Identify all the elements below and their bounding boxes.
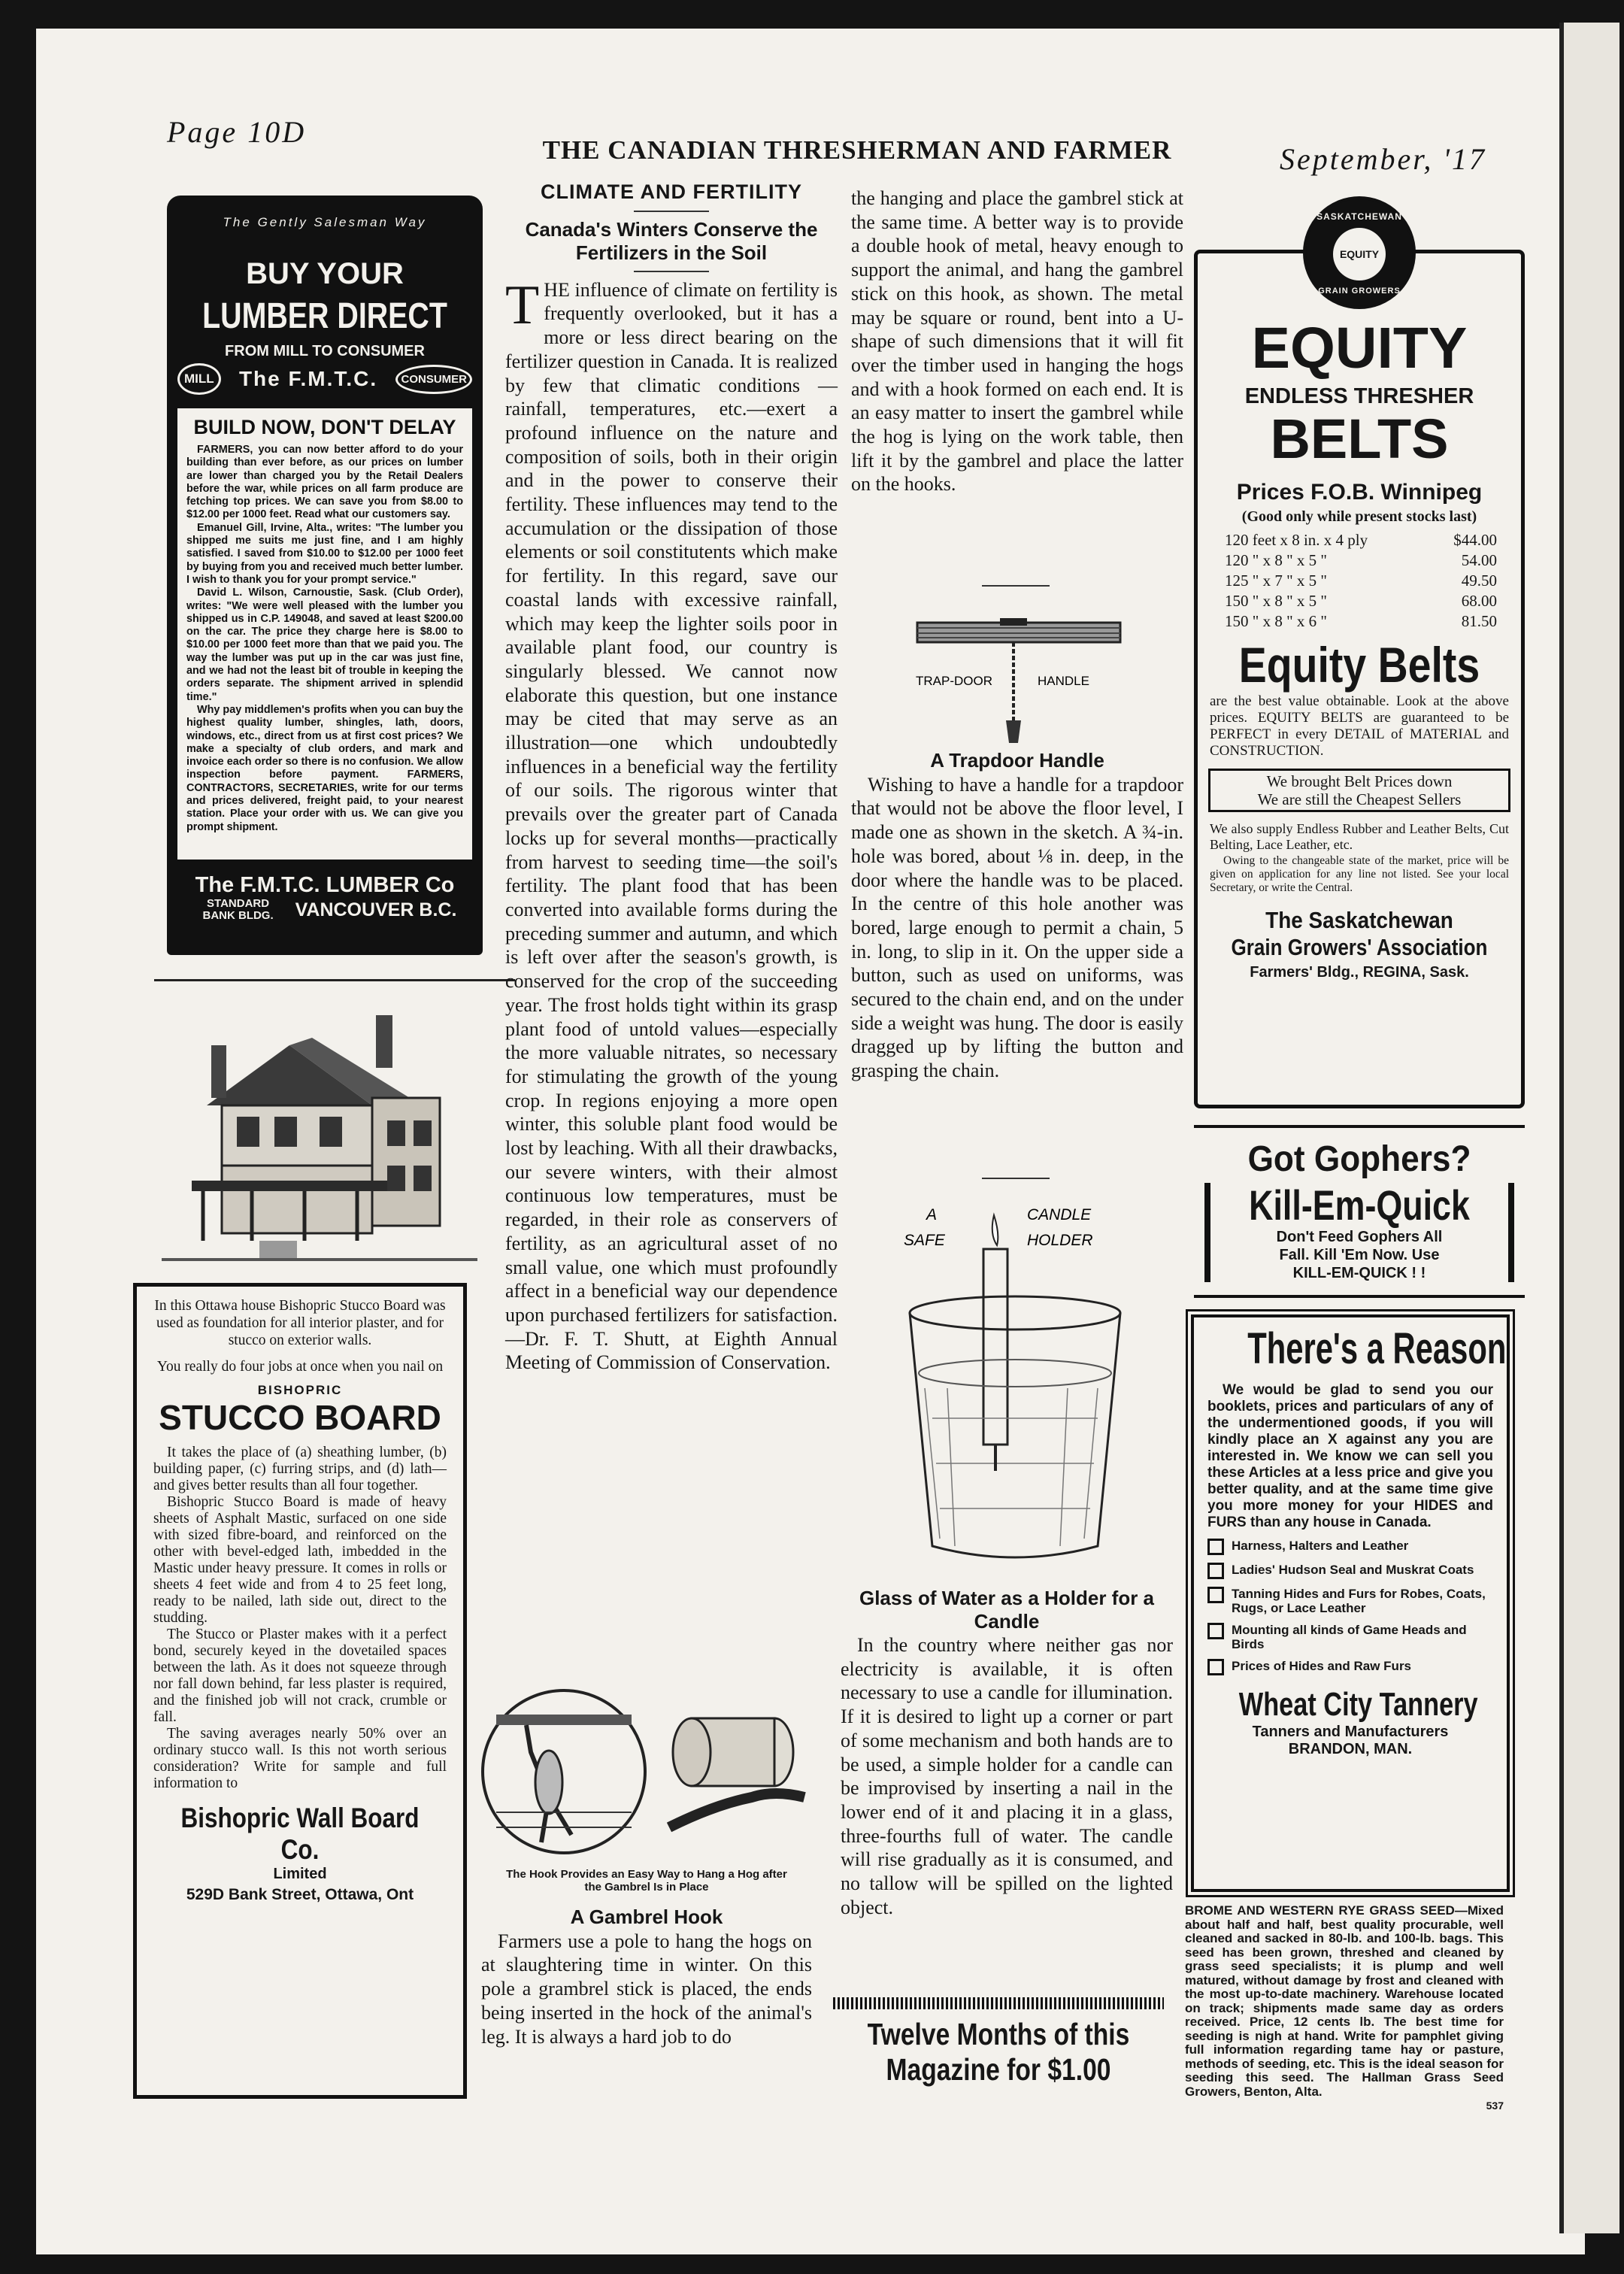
- equity-stock-note: (Good only while present stocks last): [1241, 508, 1477, 525]
- equity-note: Owing to the changeable state of the market, price will be given on application for any line not listed. See your local Secretary, or write the Central.: [1210, 854, 1509, 894]
- checkbox[interactable]: [1207, 1539, 1224, 1555]
- equity-also: We also supply Endless Rubber and Leather Belts, Cut Belting, Lace Leather, etc.: [1210, 821, 1509, 852]
- tannery-item-label: Tanning Hides and Furs for Robes, Coats, Rugs, or Lace Leather: [1232, 1587, 1486, 1615]
- divider: [634, 211, 709, 212]
- candle-label-a: A: [926, 1206, 938, 1223]
- checkbox[interactable]: [1207, 1587, 1224, 1603]
- gambrel-body-2: the hanging and place the gambrel stick at the same time. A better way is to provide a double hook of metal, heavy enough to support the animal, and hang the gambrel stick on this hook, as shown. The metal may be square or round, bent into a U-shape of such dimensions that it will fit over the timber used in hanging the hogs and with a hook formed on each end. It is an easy matter to insert the gambrel while the hog is lying on the work table, then lift it by the gambrel and place the latter on the hooks.: [851, 187, 1183, 496]
- gophers-question: Got Gophers?: [1247, 1139, 1471, 1179]
- table-cell: 81.50: [1461, 612, 1497, 630]
- tannery-body: We would be glad to send you our booklets, prices and particulars of any of the undermentioned goods, if you will kindly place an X against any you are interested in. We know we can sell you these Articles at a less price and give you better quality, and at the same time give you more money for your HIDES and FURS than any house in Canada.: [1207, 1382, 1493, 1530]
- bishopric-intro: In this Ottawa house Bishopric Stucco Board was used as foundation for all interior plaster, and for stucco on exterior walls.: [154, 1298, 446, 1348]
- tannery-item: [1207, 1659, 1493, 1675]
- equity-belts: BELTS: [1270, 408, 1449, 470]
- table-row: [1222, 611, 1500, 632]
- equity-desc: are the best value obtainable. Look at the above prices. EQUITY BELTS are guaranteed to be PERFECT in every DETAIL of MATERIAL and CONSTRUCTION.: [1210, 693, 1509, 759]
- checkbox[interactable]: [1207, 1659, 1224, 1675]
- lumber-direct: LUMBER DIRECT: [202, 296, 447, 336]
- gophers-ad: [1194, 1125, 1525, 1298]
- table-row: [1222, 591, 1500, 611]
- lumber-address: [167, 898, 483, 922]
- equity-callout-line-2: We are still the Cheapest Sellers: [1257, 790, 1462, 808]
- equity-slogan: Equity Belts: [1238, 637, 1480, 693]
- bishopric-ad: [133, 1283, 467, 2099]
- tannery-item-label: Prices of Hides and Raw Furs: [1232, 1659, 1412, 1673]
- equity-title: EQUITY: [1251, 316, 1468, 381]
- subscription-line-1: Twelve Months of this: [867, 2017, 1130, 2051]
- gophers-panel: [1204, 1183, 1514, 1282]
- issue-date: September, '17: [1280, 142, 1486, 176]
- tannery-item: [1207, 1587, 1493, 1615]
- tannery-company: Wheat City Tannery: [1238, 1686, 1478, 1723]
- trapdoor-body: Wishing to have a handle for a trapdoor that would not be above the floor level, I made one as shown in the sketch. A ¾-in. hole was bored, about ⅛ in. deep, in the door where the handle was to be placed. In the centre of this hole another was bored, large enough to permit a chain, 5 in. long, to slip in it. On the upper side a button, such as used on uniforms, was secured to the chain end, and on the under side a weight was hung. The door is easily dragged up by lifting the button and grasping the chain.: [851, 773, 1183, 1082]
- gambrel-section: [481, 1868, 812, 2051]
- gophers-line-1: Don't Feed Gophers All: [1276, 1229, 1443, 1245]
- trapdoor-section: [851, 749, 1183, 1086]
- lumber-headline: BUILD NOW, DON'T DELAY: [193, 416, 456, 438]
- candle-label-candle: CANDLE: [1027, 1206, 1092, 1223]
- trapdoor-label-left: TRAP-DOOR: [916, 674, 992, 688]
- checkbox[interactable]: [1207, 1623, 1224, 1639]
- divider: [982, 585, 1050, 587]
- page-number: Page 10D: [167, 115, 307, 149]
- equity-callout-line-1: We brought Belt Prices down: [1266, 772, 1453, 790]
- tannery-title: There's a Reason: [1247, 1324, 1507, 1373]
- candle-body: In the country where neither gas nor electricity is available, it is often necessary to use a candle for illumination. If it is desired to light up a corner or part of some mechanism and both hands are to be used, a simple holder for a candle can be improvised by inserting a nail in the lower end of it and placing it in a glass, three-fourths full of water. The candle will rise gradually as it is consumed, and no tallow will be spilled on the lighted object.: [841, 1634, 1173, 1918]
- table-cell: 120 " x 8 " x 5 ": [1225, 551, 1327, 569]
- gambrel-caption: The Hook Provides an Easy Way to Hang a Hog after the Gambrel Is in Place: [506, 1868, 787, 1893]
- checkbox[interactable]: [1207, 1563, 1224, 1579]
- gophers-line-3: KILL-EM-QUICK ! !: [1292, 1265, 1426, 1281]
- seal-center-text: EQUITY: [1339, 248, 1380, 260]
- candle-heading: Glass of Water as a Holder for a Candle: [859, 1587, 1155, 1633]
- candle-label-safe: SAFE: [904, 1232, 945, 1249]
- tannery-city: BRANDON, MAN.: [1288, 1741, 1413, 1757]
- table-cell: 49.50: [1461, 572, 1497, 590]
- seal-bottom-text: GRAIN GROWERS: [1318, 287, 1401, 296]
- equity-ad: [1194, 211, 1525, 1108]
- trapdoor-handle-illustration: [902, 608, 1135, 750]
- table-cell: 150 " x 8 " x 5 ": [1225, 592, 1327, 610]
- gambrel-continuation: [851, 186, 1183, 499]
- climate-body: HE influence of climate on fertility is frequently overlooked, but it has a more or less direct bearing on the fertilizer question in Canada. It is realized by few that climatic conditions — rainfall, temperatures, etc.—exert a profound influence on the nature and composition of soils, both in their origin and in the power to conserve their fertility. These influences may tend to the accumulation or the dissipation of those elements or soil constitutents which make for fertility. In this regard, save our coastal lands with excessive rainfall, which may keep the lighter soils poor in available plant food, our country is singularly blessed. We cannot now elaborate this question, but one instance may be cited that may serve as an illustration—one which undoubtedly influences in a beneficial way the fertility of our soils. The rigorous winter that prevails over the greater part of Canada locks up for several months—practically from harvest to seeding time—the soil's fertility. The plant food that has been converted into available forms during the preceding summer and autumn, and which is left over after the season's growth, is conserved for the crop of the succeeding year. The frost holds tight within its grasp plant food of untold values—especially the more valuable nitrates, so necessary for stimulating the growth of the young crop. In regions enjoying a more open winter, this soluble plant food would be lost by leaching. With all their drawbacks, our severe winters, with their almost continuous low temperatures, must be regarded, in their role as conservers of fertility, as an agricultural asset of no small value, one which must profoundly affect in a beneficial way our dependence upon purchased fertilizers for satisfaction.—Dr. F. T. Shutt, at Eighth Annual Meeting of Commission of Conservation.: [505, 278, 838, 1374]
- bishopric-brand-small: BISHOPRIC: [257, 1383, 343, 1397]
- table-row: [1222, 550, 1500, 571]
- gambrel-heading: A Gambrel Hook: [570, 1906, 723, 1928]
- lumber-closing: Why pay middlemen's profits when you can buy the highest quality lumber, shingles, lath, doors, windows, etc., direct from us at first cost prices? We make a specialty of club orders, and mark and invoice each order so there is no confusion. We allow inspection before payment. FARMERS, CONTRACTORS, SECRETARIES, write for our terms and prices delivered, freight paid, to your nearest station. Place your order with us. We can give you prompt shipment.: [186, 703, 463, 833]
- divider: [982, 1178, 1050, 1179]
- gambrel-hook-illustration: [481, 1684, 812, 1865]
- equity-address: Farmers' Bldg., REGINA, Sask.: [1250, 964, 1469, 981]
- lumber-ad: [167, 196, 483, 955]
- candle-label-holder: HOLDER: [1027, 1232, 1093, 1249]
- equity-org-1: The Saskatchewan: [1265, 907, 1453, 933]
- hatched-border: [833, 1997, 1164, 2009]
- equity-subtitle: ENDLESS THRESHER: [1244, 384, 1474, 408]
- bishopric-p4: The saving averages nearly 50% over an ordinary stucco wall. Is this not worth serious consideration? Write for sample and full information to: [153, 1726, 447, 1791]
- table-cell: 125 " x 7 " x 5 ": [1225, 572, 1327, 590]
- tannery-item: [1207, 1623, 1493, 1651]
- table-row: [1222, 571, 1500, 591]
- lumber-company: The F.M.T.C. LUMBER Co: [195, 873, 455, 897]
- divider: [154, 979, 515, 981]
- bishopric-limited: Limited: [273, 1866, 327, 1882]
- tannery-item: [1207, 1539, 1493, 1555]
- lumber-mill-row: [167, 360, 483, 398]
- bishopric-brand: STUCCO BOARD: [159, 1398, 441, 1437]
- equity-callout-box: [1208, 769, 1510, 812]
- seal-top-text: SASKATCHEWAN: [1316, 211, 1402, 222]
- lumber-mill-circle: MILL: [177, 363, 221, 395]
- bishopric-company: Bishopric Wall Board Co.: [180, 1803, 420, 1865]
- equity-prices: Prices F.O.B. Winnipeg: [1236, 480, 1483, 505]
- lumber-testimonial-2: David L. Wilson, Carnoustie, Sask. (Club Order), writes: "We were well pleased with the lumber you shipped us in C.P. 149048, and saved at least $200.00 on the car. The price they charge here is $8.00 to $10.00 per 1000 feet more than that we paid you. The way the lumber was put up in the car was just fine, and we had not the least bit of trouble in keeping the orders separate. The shipment arrived in splendid time.": [186, 587, 463, 703]
- tannery-item: [1207, 1563, 1493, 1579]
- gophers-brand: Kill-Em-Quick: [1249, 1181, 1470, 1229]
- table-cell: 150 " x 8 " x 6 ": [1225, 612, 1327, 630]
- climate-article: [505, 180, 838, 1375]
- lumber-testimonial-1: Emanuel Gill, Irvine, Alta., writes: "The lumber you shipped me suits me just fine, and I am highly satisfied. I saved from $10.00 to $12.00 per 1000 feet by buying from you and received much better lumber. I wish to thank you for your prompt service.": [186, 521, 463, 586]
- equity-org-2: Grain Growers' Association: [1231, 934, 1488, 960]
- lumber-text-panel: [177, 408, 472, 860]
- equity-price-table: [1222, 530, 1500, 632]
- climate-body-wrap: [505, 274, 838, 1375]
- lumber-address-bldg: STANDARD BANK BLDG.: [202, 897, 274, 922]
- gambrel-body-1: Farmers use a pole to hang the hogs on at slaughtering time in winter. On this pole a grambrel stick is placed, the ends being inserted in the hock of the animal's leg. It is always a hard job to do: [481, 1930, 812, 2048]
- seal-center: [1333, 228, 1386, 280]
- rye-body: —Mixed about half and half, best quality procurable, well cleaned and sacked in 80-lb. and 100-lb. bags. This seed has been grown, threshed and cleaned by grass seed specialists; it is plump and well matured, without damage by frost and cleaned with the most up-to-date machinery. Warehouse located on track; shipments made same day as orders received. Price, 12 cents lb. The best time for seeding is nigh at hand. Write for pamphlet giving full information regarding tame hay or pasture, methods of seeding, etc. This is the ideal season for seeding this seed. The Hallman Grass Seed Growers, Benton, Alta.: [1185, 1903, 1504, 2099]
- bishopric-p3: The Stucco or Plaster makes with it a perfect bond, securely keyed in the dovetailed spaces between the lath. As it does not squeeze through nor fall down behind, far less plaster is required, and the finished job will not crack, crumble or fall.: [153, 1627, 447, 1725]
- lumber-address-city: VANCOUVER B.C.: [295, 899, 457, 920]
- climate-dropcap: T: [505, 274, 540, 336]
- lumber-from-mill: FROM MILL TO CONSUMER: [225, 343, 425, 359]
- bishopric-p2: Bishopric Stucco Board is made of heavy sheets of Asphalt Mastic, surfaced on one side with sized fibre-board, and reinforced on the other with bevel-edged lath, imbedded in the Mastic under heavy pressure. It comes in rolls or sheets 4 feet wide and from 4 to 25 feet long, ready to be nailed, lath side out, direct to the studding.: [153, 1494, 447, 1626]
- lumber-fmtc: The F.M.T.C.: [238, 367, 378, 390]
- tannery-ad: [1191, 1314, 1510, 1892]
- climate-headline: Canada's Winters Conserve the Fertilizers in the Soil: [525, 217, 818, 264]
- tannery-item-label: Ladies' Hudson Seal and Muskrat Coats: [1232, 1563, 1474, 1577]
- rye-code: 537: [1486, 2100, 1504, 2112]
- climate-kicker: CLIMATE AND FERTILITY: [541, 180, 802, 203]
- lumber-buy-your: BUY YOUR: [246, 257, 404, 290]
- gophers-line-2: Fall. Kill 'Em Now. Use: [1279, 1247, 1440, 1263]
- subscription-ad: [833, 1997, 1164, 2118]
- candle-section: [841, 1587, 1173, 1922]
- table-cell: $44.00: [1453, 531, 1497, 549]
- divider: [634, 271, 709, 272]
- equity-seal: [1303, 196, 1416, 309]
- trapdoor-heading: A Trapdoor Handle: [930, 749, 1104, 772]
- masthead: THE CANADIAN THRESHERMAN AND FARMER: [542, 135, 1172, 165]
- tannery-item-label: Mounting all kinds of Game Heads and Birds: [1232, 1623, 1467, 1651]
- subscription-line-2: Magazine for $1.00: [886, 2052, 1111, 2087]
- table-cell: 54.00: [1461, 551, 1497, 569]
- tannery-sub: Tanners and Manufacturers: [1252, 1724, 1449, 1740]
- bishopric-address: 529D Bank Street, Ottawa, Ont: [186, 1886, 414, 1903]
- lumber-consumer-circle: CONSUMER: [395, 365, 472, 394]
- rye-lead: BROME AND WESTERN RYE GRASS SEED: [1185, 1903, 1455, 1918]
- table-cell: 68.00: [1461, 592, 1497, 610]
- tannery-item-label: Harness, Halters and Leather: [1232, 1539, 1409, 1553]
- lumber-body: FARMERS, you can now better afford to do your building than ever before, as our prices on lumber are lower than charged you by the Retail Dealers before the war, while prices on all farm produce are fetching top prices. We can save you from $8.00 to $12.00 per 1000 feet. Read what our customers say.: [186, 444, 463, 521]
- rye-grass-ad: [1185, 1904, 1504, 2113]
- table-cell: 120 feet x 8 in. x 4 ply: [1225, 531, 1368, 549]
- trapdoor-label-right: HANDLE: [1038, 674, 1089, 688]
- candle-holder-illustration: [887, 1193, 1143, 1569]
- bishopric-p1: It takes the place of (a) sheathing lumber, (b) building paper, (c) furring strips, and (d) lath—and gives better results than all four together.: [153, 1445, 447, 1493]
- adjacent-page-edge: [1559, 23, 1619, 2233]
- lumber-arc-text: The Gently Salesman Way: [223, 215, 427, 229]
- table-row: [1222, 530, 1500, 550]
- stucco-house-illustration: [162, 1015, 477, 1271]
- bishopric-line2: You really do four jobs at once when you nail on: [156, 1359, 444, 1375]
